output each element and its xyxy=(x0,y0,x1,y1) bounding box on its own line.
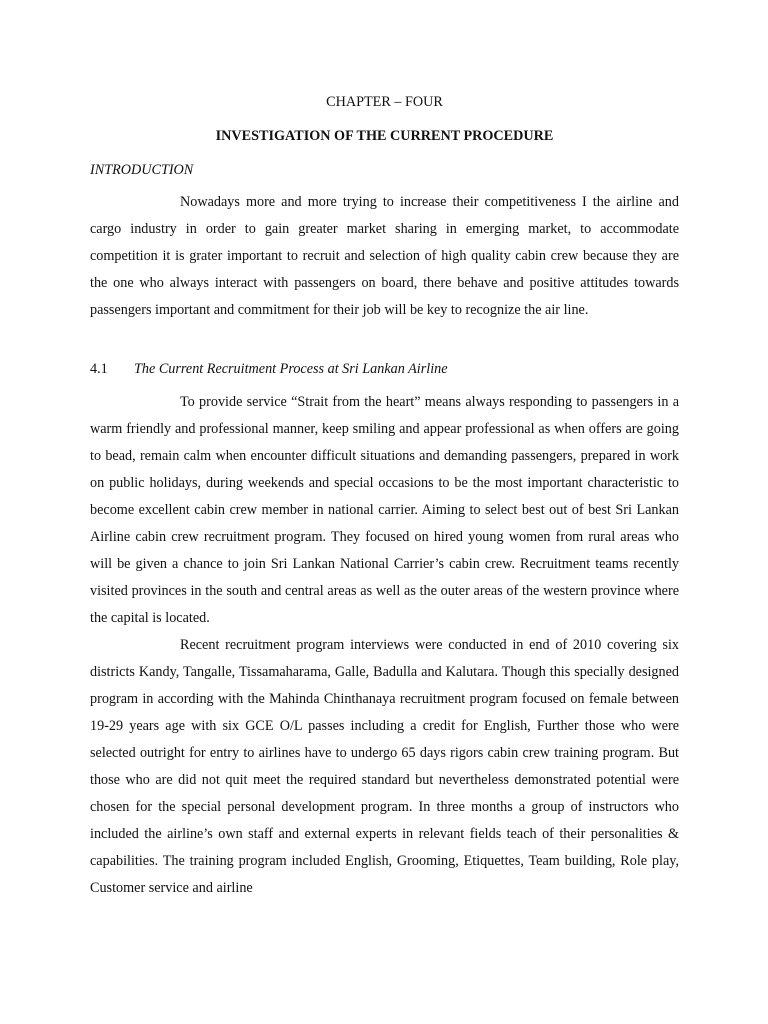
section-heading xyxy=(90,359,679,379)
introduction-paragraph: Nowadays more and more trying to increase their competitiveness I the airline and cargo industry in order to gain greater market sharing in emerging market, to accommodate competition it is grater important to recruit and selection of high quality cabin crew because they are the one who always interact with passengers on board, there behave and positive attitudes towards passengers important and commitment for their job will be key to recognize the air line. xyxy=(90,194,679,318)
section-title: The Current Recruitment Process at Sri Lankan Airline xyxy=(134,361,448,377)
chapter-label: CHAPTER – FOUR xyxy=(326,94,443,110)
section-number: 4.1 xyxy=(90,361,108,377)
document-page xyxy=(90,92,679,902)
section-paragraph-2: Recent recruitment program interviews were conducted in end of 2010 covering six districts Kandy, Tangalle, Tissamaharama, Galle, Badulla and Kalutara. Though this specially designed program in according with the Mahinda Chinthanaya recruitment program focused on female between 19-29 years age with six GCE O/L passes including a credit for English, Further those who were selected outright for entry to airlines have to undergo 65 days rigors cabin crew training program. But those who are did not quit meet the required standard but nevertheless demonstrated potential were chosen for the special personal development program. In three months a group of instructors who included the airline’s own staff and external experts in relevant fields teach of their personalities & capabilities. The training program included English, Grooming, Etiquettes, Team building, Role play, Customer service and airline xyxy=(90,637,679,896)
introduction-heading: INTRODUCTION xyxy=(90,162,194,178)
section-paragraph-1: To provide service “Strait from the heart” means always responding to passengers in a warm friendly and professional manner, keep smiling and appear professional as when offers are going to bead, remain calm when encounter difficult situations and demanding passengers, prepared in work on public holidays, during weekends and special occasions to be the most important characteristic to become excellent cabin crew member in national carrier. Aiming to select best out of best Sri Lankan Airline cabin crew recruitment program. They focused on hired young women from rural areas who will be given a chance to join Sri Lankan National Carrier’s cabin crew. Recruitment teams recently visited provinces in the south and central areas as well as the outer areas of the western province where the capital is located. xyxy=(90,394,679,626)
chapter-title: INVESTIGATION OF THE CURRENT PROCEDURE xyxy=(215,128,554,144)
